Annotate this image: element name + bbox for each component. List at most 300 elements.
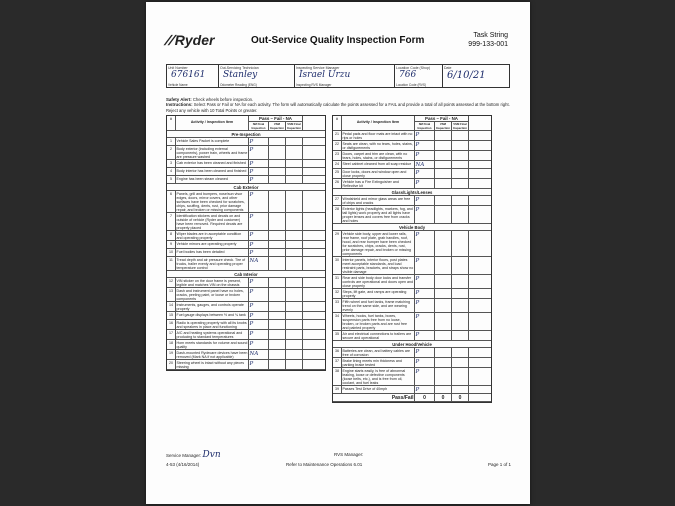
sm-final-inspection-cell[interactable] <box>249 257 269 270</box>
vsm-inspection-cell[interactable] <box>269 360 286 369</box>
table-row <box>333 196 491 206</box>
sm-final-inspection-cell[interactable] <box>249 312 269 319</box>
vsm-inspection-cell[interactable] <box>435 131 452 140</box>
points-cell <box>469 368 491 385</box>
row-activity-text: Tread depth and air pressure check. Tire of trucks, trailer evenly and operating proper temperature control <box>176 257 249 270</box>
section-row <box>167 131 325 138</box>
sm-final-inspection-cell[interactable] <box>415 206 435 223</box>
sm-final-inspection-cell[interactable] <box>249 176 269 183</box>
points-cell <box>303 288 325 301</box>
instructions-text: Select Pass or Fail or NA for each activity. The form will automatically calculate the points assessed for a FAIL and provide a total of all points assessed at the bottom right. Reject any vehicle with 10 Total Points or greater. <box>166 102 510 113</box>
vsm-final-inspection-cell[interactable] <box>286 231 303 240</box>
vsm-inspection-cell[interactable] <box>269 278 286 287</box>
row-number: 23 <box>333 151 342 160</box>
vsm-inspection-cell[interactable] <box>269 231 286 240</box>
row-activity-text: Vehicle Sales Packet is complete <box>176 138 249 145</box>
vsm-inspection-cell[interactable] <box>435 289 452 298</box>
vsm-final-inspection-cell[interactable] <box>452 161 469 168</box>
vsm-inspection-cell[interactable] <box>269 160 286 167</box>
points-cell <box>469 196 491 205</box>
row-activity-text: Batteries are clean, and battery cables are free of corrosion <box>342 348 415 357</box>
row-number: 24 <box>333 161 342 168</box>
points-cell <box>469 151 491 160</box>
sm-final-inspection-cell[interactable] <box>249 241 269 248</box>
instructions-block <box>166 97 511 113</box>
row-number: 38 <box>333 368 342 385</box>
points-cell <box>469 348 491 357</box>
vsm-final-inspection-cell[interactable] <box>452 386 469 393</box>
vsm-inspection-cell[interactable] <box>269 350 286 359</box>
vsm-final-inspection-cell[interactable] <box>286 312 303 319</box>
pass-fail-pts <box>469 394 491 401</box>
points-cell <box>469 131 491 140</box>
row-activity-text: Fifth wheel and fuel tanks, frame matching trend on the same side, and are wearing evenly <box>342 299 415 312</box>
row-number: 19 <box>167 350 176 359</box>
header-col2: VSM Inspection <box>269 122 286 130</box>
points-cell <box>469 257 491 274</box>
table-row <box>167 350 325 360</box>
handwritten-mark: P <box>249 168 254 175</box>
form-code: 4-53 (4/16/2014) <box>166 462 200 467</box>
table-row <box>333 131 491 141</box>
header-num: # <box>333 116 342 130</box>
vsm-inspection-cell[interactable] <box>269 330 286 339</box>
row-number: 6 <box>167 191 176 212</box>
row-number: 28 <box>333 206 342 223</box>
section-row <box>333 224 491 231</box>
vsm-final-inspection-cell[interactable] <box>452 196 469 205</box>
sm-final-inspection-cell[interactable] <box>415 358 435 367</box>
handwritten-mark: P <box>415 386 420 393</box>
handwritten-mark: P <box>415 231 420 238</box>
vsm-final-inspection-cell[interactable] <box>452 275 469 288</box>
points-cell <box>469 289 491 298</box>
row-number: 10 <box>167 249 176 256</box>
table-row <box>333 313 491 331</box>
points-cell <box>303 241 325 248</box>
vsm-final-inspection-cell[interactable] <box>452 131 469 140</box>
footer-meta <box>166 462 511 467</box>
field-service-manager[interactable]: Inspecting Service Manager Israel Urzu Inspecting RVS Manager <box>295 65 395 87</box>
points-cell <box>303 176 325 183</box>
points-cell <box>469 231 491 256</box>
row-activity-text: A/C and heating systems operational and producing to standard temperatures <box>176 330 249 339</box>
pass-fail-total-row <box>333 394 491 402</box>
vsm-final-inspection-cell[interactable] <box>452 289 469 298</box>
vsm-inspection-cell[interactable] <box>435 231 452 256</box>
vsm-inspection-cell[interactable] <box>269 302 286 311</box>
table-row <box>167 176 325 184</box>
vsm-final-inspection-cell[interactable] <box>286 360 303 369</box>
vsm-final-inspection-cell[interactable] <box>452 257 469 274</box>
vsm-inspection-cell[interactable] <box>435 331 452 340</box>
service-manager-label: Service Manager: <box>166 453 202 458</box>
vsm-inspection-cell[interactable] <box>435 358 452 367</box>
sm-final-inspection-cell[interactable] <box>249 288 269 301</box>
handwritten-mark: P <box>249 213 254 220</box>
section-row <box>333 189 491 196</box>
handwritten-mark: P <box>249 176 254 183</box>
table-row <box>167 168 325 176</box>
vsm-final-inspection-cell[interactable] <box>286 213 303 230</box>
section-row <box>333 341 491 348</box>
handwritten-mark: P <box>415 169 420 176</box>
handwritten-mark: P <box>415 299 420 306</box>
page-number: Page 1 of 1 <box>487 462 511 467</box>
row-activity-text: Rear and side body door locks and transfer controls are operational and doors open and close properly <box>342 275 414 288</box>
vsm-inspection-cell[interactable] <box>269 176 286 183</box>
field-location-code[interactable]: Location Code (Shop) 766 Location Code (RVS) <box>395 65 443 87</box>
points-cell <box>303 330 325 339</box>
vsm-inspection-cell[interactable] <box>269 241 286 248</box>
row-activity-text: Door locks, doors and window open and close properly <box>342 169 415 178</box>
table-row <box>167 160 325 168</box>
table-row <box>167 257 325 271</box>
points-cell <box>303 231 325 240</box>
table-row <box>167 330 325 340</box>
sm-final-inspection-cell[interactable] <box>249 360 269 369</box>
row-activity-text: Brake lining meets min thickness and parking brake tested <box>342 358 415 367</box>
sm-final-inspection-cell[interactable] <box>249 350 269 359</box>
sm-final-inspection-cell[interactable] <box>415 289 435 298</box>
vsm-final-inspection-cell[interactable] <box>452 331 469 340</box>
vsm-inspection-cell[interactable] <box>435 257 452 274</box>
vsm-final-inspection-cell[interactable] <box>452 299 469 312</box>
points-cell <box>469 275 491 288</box>
points-cell <box>303 350 325 359</box>
table-row <box>333 257 491 275</box>
vsm-inspection-cell[interactable] <box>435 368 452 385</box>
service-manager-signature[interactable]: Dvn <box>202 450 221 460</box>
row-activity-text: Instruments, gauges, and controls operate properly <box>176 302 249 311</box>
row-number: 20 <box>167 360 176 369</box>
vsm-inspection-cell[interactable] <box>435 206 452 223</box>
vsm-final-inspection-cell[interactable] <box>452 169 469 178</box>
vsm-inspection-cell[interactable] <box>435 299 452 312</box>
handwritten-mark: P <box>249 312 254 319</box>
points-cell <box>469 161 491 168</box>
vsm-inspection-cell[interactable] <box>269 288 286 301</box>
points-cell <box>303 340 325 349</box>
section-title: Cab Interior <box>234 271 258 277</box>
row-number: 36 <box>333 348 342 357</box>
handwritten-mark: P <box>415 196 420 203</box>
vsm-inspection-cell[interactable] <box>269 138 286 145</box>
points-cell <box>469 179 491 188</box>
vsm-final-inspection-cell[interactable] <box>452 141 469 150</box>
points-cell <box>303 257 325 270</box>
table-row <box>167 320 325 330</box>
vsm-inspection-cell[interactable] <box>269 168 286 175</box>
vsm-inspection-cell[interactable] <box>269 146 286 159</box>
handwritten-mark: P <box>249 278 254 285</box>
pass-fail-total: 0 <box>435 394 452 401</box>
vsm-final-inspection-cell[interactable] <box>452 179 469 188</box>
header-subcolumns <box>249 122 302 130</box>
handwritten-mark: P <box>249 249 254 256</box>
points-cell <box>303 312 325 319</box>
points-cell <box>469 299 491 312</box>
row-activity-text: Engine starts easily, is free of abnormal leaking, loose or defective components (loose belts, etc.), and is free from oil, coolant, and fuel leaks <box>342 368 415 385</box>
row-activity-text: Horn meets standards for volume and sound quality <box>176 340 248 349</box>
table-row <box>167 340 325 350</box>
row-number: 2 <box>167 146 176 159</box>
row-number: 30 <box>333 257 342 274</box>
vsm-inspection-cell[interactable] <box>269 191 286 212</box>
sm-final-inspection-cell[interactable] <box>415 161 435 168</box>
row-number: 11 <box>167 257 176 270</box>
vsm-inspection-cell[interactable] <box>435 161 452 168</box>
row-number: 27 <box>333 196 342 205</box>
row-activity-text: Seats are clean, with no tears, holes, stains, or disfigurements <box>342 141 415 150</box>
points-cell <box>303 191 325 212</box>
handwritten-mark: P <box>249 340 254 347</box>
handwritten-mark: P <box>415 331 420 338</box>
handwritten-mark: P <box>249 191 254 198</box>
row-activity-text: Dash and instrument panel have no holes, cracks, peeling paint, or loose or broken components <box>176 288 249 301</box>
vsm-final-inspection-cell[interactable] <box>452 231 469 256</box>
handwritten-mark: P <box>415 358 420 365</box>
header-subcolumns <box>415 122 468 130</box>
vsm-inspection-cell[interactable] <box>435 386 452 393</box>
row-activity-text: Passes Test Drive of 40mph <box>342 386 415 393</box>
table-header-row <box>333 116 491 131</box>
points-cell <box>469 206 491 223</box>
header-pass-fail-group <box>415 116 469 130</box>
task-string-label: Task String <box>473 32 508 39</box>
table-row <box>333 169 491 179</box>
vsm-final-inspection-cell[interactable] <box>286 146 303 159</box>
sm-final-inspection-cell[interactable] <box>415 179 435 188</box>
header-pts <box>303 116 325 130</box>
vsm-final-inspection-cell[interactable] <box>286 138 303 145</box>
inspection-table-right <box>332 115 492 403</box>
points-cell <box>303 302 325 311</box>
points-cell <box>303 168 325 175</box>
sm-final-inspection-cell[interactable] <box>249 278 269 287</box>
handwritten-mark: P <box>249 302 254 309</box>
section-title: Vehicle Body <box>398 224 426 230</box>
vsm-final-inspection-cell[interactable] <box>286 176 303 183</box>
vsm-inspection-cell[interactable] <box>269 257 286 270</box>
row-number: 15 <box>167 312 176 319</box>
handwritten-mark: P <box>415 131 420 138</box>
vsm-inspection-cell[interactable] <box>435 196 452 205</box>
sm-final-inspection-cell[interactable] <box>415 231 435 256</box>
vsm-final-inspection-cell[interactable] <box>286 191 303 212</box>
vsm-inspection-cell[interactable] <box>435 348 452 357</box>
sm-final-inspection-cell[interactable] <box>249 340 269 349</box>
row-activity-text: Wheels, hooks, fuel tanks, boxes, suspension parts free from no loose, broken, or broken parts and are rust free and painted properly <box>342 313 415 330</box>
vsm-final-inspection-cell[interactable] <box>286 340 303 349</box>
row-activity-text: Vehicle side body, upper and lower rails, rear frame, roof plate, grab handles, roof, hood, and rear bumper have been checked for scratches, chips, cracks, dents, rust, prior damage repair, and broken or missing components <box>342 231 415 256</box>
sm-final-inspection-cell[interactable] <box>249 213 269 230</box>
pass-fail-label: Pass/Fail <box>333 394 415 401</box>
vsm-final-inspection-cell[interactable] <box>286 241 303 248</box>
sm-final-inspection-cell[interactable] <box>249 320 269 329</box>
vsm-inspection-cell[interactable] <box>435 313 452 330</box>
row-activity-text: Wiper blades are in acceptable condition and operating properly <box>176 231 249 240</box>
sm-final-inspection-cell[interactable] <box>415 196 435 205</box>
row-number: 4 <box>167 168 176 175</box>
table-row <box>167 302 325 312</box>
row-activity-text: VIN sticker on the door frame is present, legible and matches VIN on the chassis <box>176 278 249 287</box>
safety-alert-label: Safety Alert: <box>166 97 192 102</box>
vsm-final-inspection-cell[interactable] <box>286 288 303 301</box>
handwritten-mark: P <box>415 348 420 355</box>
table-row <box>333 289 491 299</box>
sm-final-inspection-cell[interactable] <box>415 313 435 330</box>
vsm-final-inspection-cell[interactable] <box>452 358 469 367</box>
header-pass-fail-na: Pass – Fail - NA <box>415 116 468 122</box>
row-number: 34 <box>333 313 342 330</box>
row-activity-text: Steering wheel is intact without any pieces missing <box>176 360 249 369</box>
sm-final-inspection-cell[interactable] <box>249 138 269 145</box>
safety-alert-text: Check wheels before inspection. <box>192 97 254 102</box>
field-unit-number[interactable]: Unit Number 676161 Vehicle Name <box>167 65 219 87</box>
row-number: 8 <box>167 231 176 240</box>
vsm-final-inspection-cell[interactable] <box>286 249 303 256</box>
handwritten-mark: NA <box>415 161 425 168</box>
handwritten-mark: P <box>415 206 420 213</box>
handwritten-mark: P <box>415 151 420 158</box>
row-number: 16 <box>167 320 176 329</box>
sm-final-inspection-cell[interactable] <box>415 131 435 140</box>
vsm-inspection-cell[interactable] <box>435 169 452 178</box>
vsm-inspection-cell[interactable] <box>435 141 452 150</box>
sm-final-inspection-cell[interactable] <box>415 299 435 312</box>
table-row <box>167 278 325 288</box>
handwritten-mark: P <box>249 330 254 337</box>
vsm-inspection-cell[interactable] <box>435 179 452 188</box>
sm-final-inspection-cell[interactable] <box>415 169 435 178</box>
sm-final-inspection-cell[interactable] <box>249 330 269 339</box>
row-number: 3 <box>167 160 176 167</box>
vsm-final-inspection-cell[interactable] <box>286 330 303 339</box>
sm-final-inspection-cell[interactable] <box>415 386 435 393</box>
sm-final-inspection-cell[interactable] <box>249 146 269 159</box>
vsm-final-inspection-cell[interactable] <box>286 350 303 359</box>
vsm-inspection-cell[interactable] <box>269 312 286 319</box>
vsm-final-inspection-cell[interactable] <box>286 160 303 167</box>
row-number: 31 <box>333 275 342 288</box>
vsm-inspection-cell[interactable] <box>269 320 286 329</box>
vsm-final-inspection-cell[interactable] <box>286 302 303 311</box>
sm-final-inspection-cell[interactable] <box>415 151 435 160</box>
table-row <box>167 241 325 249</box>
table-row <box>167 231 325 241</box>
sm-final-inspection-cell[interactable] <box>249 231 269 240</box>
handwritten-mark: P <box>249 241 254 248</box>
handwritten-mark: P <box>415 179 420 186</box>
header-col1: SM Final Inspection <box>249 122 269 130</box>
vsm-final-inspection-cell[interactable] <box>452 206 469 223</box>
sm-final-inspection-cell[interactable] <box>249 160 269 167</box>
vsm-final-inspection-cell[interactable] <box>286 257 303 270</box>
pass-fail-total: 0 <box>452 394 469 401</box>
header-col1: SM Final Inspection <box>415 122 435 130</box>
sm-final-inspection-cell[interactable] <box>249 191 269 212</box>
sm-final-inspection-cell[interactable] <box>415 257 435 274</box>
header-col3: VSM Final Inspection <box>452 122 467 130</box>
field-technician[interactable]: Out-Servicing Technician Stanley Odometer Reading (ENG) <box>219 65 295 87</box>
section-title: Glass/Lights/Lenses <box>391 189 433 195</box>
table-row <box>333 206 491 224</box>
sm-final-inspection-cell[interactable] <box>249 302 269 311</box>
points-cell <box>303 138 325 145</box>
row-activity-text: Body exterior (including external components), power train, wheels and frame are pressure washed <box>176 146 248 159</box>
vsm-inspection-cell[interactable] <box>435 151 452 160</box>
sm-final-inspection-cell[interactable] <box>249 249 269 256</box>
sm-final-inspection-cell[interactable] <box>415 331 435 340</box>
handwritten-mark: P <box>249 138 254 145</box>
table-row <box>333 161 491 169</box>
sm-final-inspection-cell[interactable] <box>415 275 435 288</box>
sm-final-inspection-cell[interactable] <box>249 168 269 175</box>
table-row <box>167 146 325 160</box>
table-row <box>333 231 491 257</box>
vsm-inspection-cell[interactable] <box>269 340 286 349</box>
handwritten-mark: P <box>415 275 420 282</box>
sm-final-inspection-cell[interactable] <box>415 141 435 150</box>
form-title: Out-Service Quality Inspection Form <box>251 35 425 46</box>
vsm-final-inspection-cell[interactable] <box>286 278 303 287</box>
handwritten-mark: P <box>249 360 254 367</box>
points-cell <box>469 141 491 150</box>
header-pts <box>469 116 491 130</box>
row-activity-text: Fuel gauge displays between ½ and ¾ tank <box>176 312 249 319</box>
vsm-final-inspection-cell[interactable] <box>452 368 469 385</box>
row-number: 7 <box>167 213 176 230</box>
vsm-final-inspection-cell[interactable] <box>286 320 303 329</box>
section-row <box>167 184 325 191</box>
row-activity-text: Radio is operating properly with all its knobs and speakers in place and functioning <box>176 320 249 329</box>
sm-final-inspection-cell[interactable] <box>415 368 435 385</box>
row-activity-text: Doors, carpet and trim are clean, with no tears, holes, stains, or disfigurements <box>342 151 415 160</box>
points-cell <box>303 160 325 167</box>
header-pass-fail-group <box>249 116 303 130</box>
row-number: 26 <box>333 179 342 188</box>
points-cell <box>303 213 325 230</box>
table-row <box>167 288 325 302</box>
vsm-inspection-cell[interactable] <box>269 213 286 230</box>
inspection-form-page <box>146 2 530 504</box>
vsm-inspection-cell[interactable] <box>435 275 452 288</box>
row-number: 22 <box>333 141 342 150</box>
row-number: 18 <box>167 340 176 349</box>
vsm-final-inspection-cell[interactable] <box>286 168 303 175</box>
pass-fail-total: 0 <box>415 394 435 401</box>
table-row <box>333 358 491 368</box>
points-cell <box>469 313 491 330</box>
row-activity-text: Fuel bodies has been detailed <box>176 249 249 256</box>
row-activity-text: Body interior has been cleaned and finished <box>176 168 249 175</box>
field-date[interactable]: Date 6/10/21 <box>444 66 486 81</box>
row-number: 35 <box>333 331 342 340</box>
row-number: 21 <box>333 131 342 140</box>
row-activity-text: Windshield and mirror glass areas are free of chips and cracks <box>342 196 415 205</box>
points-cell <box>303 146 325 159</box>
table-row <box>167 138 325 146</box>
vsm-final-inspection-cell[interactable] <box>452 151 469 160</box>
ryder-logo: //Ryder <box>163 32 215 48</box>
sm-final-inspection-cell[interactable] <box>415 348 435 357</box>
vsm-final-inspection-cell[interactable] <box>452 313 469 330</box>
vsm-final-inspection-cell[interactable] <box>452 348 469 357</box>
vsm-inspection-cell[interactable] <box>269 249 286 256</box>
section-title: Cab Exterior <box>233 184 259 190</box>
row-activity-text: Steel cabinet cleaned from all soap residue <box>342 161 415 168</box>
